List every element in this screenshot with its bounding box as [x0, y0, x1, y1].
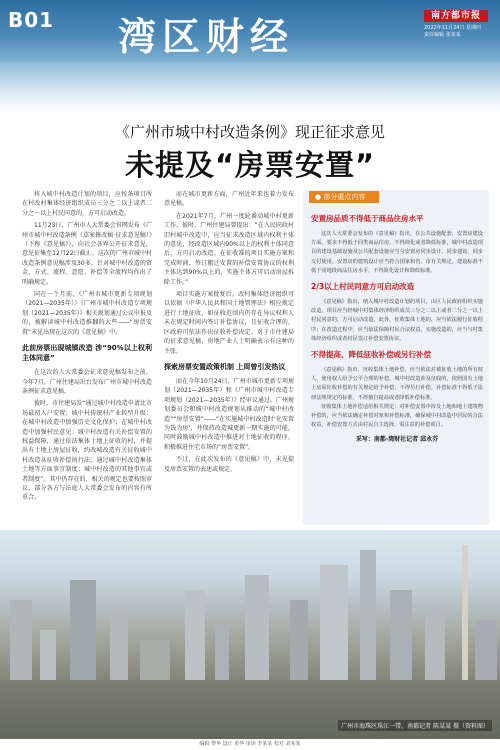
sidebar-content — [311, 208, 483, 443]
sidebar-heading: 不得提高、降低征收补偿或另行补偿 — [311, 350, 431, 360]
article-paragraph: 而在城市更新方面，广州近年来也着力发布意见稿。 — [164, 191, 294, 208]
article-column-2 — [164, 190, 294, 477]
article-paragraph: 而在今年10月24日，广州市城市更新专项规划（2021—2035年）和《广州市城中村改造专项规划（2021—2035年）》经审议通过。广州规划委员会和城中村改造规划从推动的“城中村改造”“房票安置”——“在实施城中村改造时‘化安置为钱为房’，并保持改造城更新一期实施的可能，同时鼓励城中村改造中推进对土地征收的程序，积极推进住宅市场的“房票安置”。 — [164, 377, 294, 451]
article-column-1 — [22, 190, 152, 506]
article-headline: 未提及“房票安置” — [124, 148, 376, 182]
article-paragraph: 在2021年7月，广州一度轮番动城中村更新工作，彼时，广州住建局曾提出：“在入民同政村旧村城中改造中，应当征求改造区域内权利主体的意见，经改造区域内90%以上的权利主体同意后，方可启动改造。在征收准的项目实施方案和完成时间，签订搬迁安置的补偿安置协议的权利主体达到90%以上的，实施主体方可启动房屋拆除工作。” — [164, 212, 294, 286]
article-paragraph: 彼时，市住建局发“通过城中村改造申请比市场最初入户安置；城中村传统村产业转型升级；在城中村改造中加强历史文化保护；在城中村改造中加强村民意见；城中村改造有关补偿安置的权益保障，通过依法集体土地上征收的村，并提出有土地上房屋征收，约改城改造有关征收城中村改造从征收补偿执行法；通过城中村改造集体土地等方面事宜制度；城中村改造的其他事宜或者制度”。其中仍存在的，相关的规定也要按照审议，部分各方与法庭人大常委会发布的内容有所重合。 — [22, 400, 152, 502]
sidebar-body: 这次人大常委会发布的《意见稿》指出，在公共设施配套，安置房建设方面，要求不得低于同类商品住房，不得简化或者降低标准，城中村改造项目的建设基础设施及公共配套设施应当与安置房同步设计、同步建设、同步交付使用。安置房的建筑设计应当符合国家和省、市有关规定，建设标准不低于同地段商品住房水平，不得简化设计和降低标准。 — [311, 231, 483, 274]
sidebar-heading: 2/3以上村民同意方可启动改造 — [311, 282, 415, 292]
sidebar-byline: 采写：南都·湾财社记者 邱永芬 — [355, 436, 439, 444]
sidebar-body: 征收集体土地补偿适用相关规定；对补偿安置中涉及土地和地上建筑物补偿的，应当依法确定补偿对象和补偿标准，确保城中村改造中居民的合法权益，补偿安置方式由村民自主选择，需注意的补偿项目。 — [311, 403, 483, 429]
sidebar-heading: 安置房品质不得低于商品住房水平 — [311, 214, 424, 223]
issue-info — [424, 25, 494, 39]
article-subhead: 此前房票出现城镇改造 涉“90%以上权利主体同意” — [22, 344, 152, 363]
article-paragraph: 在这次的人大常委会征求意见稿发布之前，今年7月，广州住建局出台发布广州市城中村改造条例征求意见稿。 — [22, 369, 152, 395]
header-banner — [0, 0, 500, 62]
newspaper-logo: 南方都市报 — [424, 10, 488, 22]
sidebar-body: 《意见稿》指出，征收集体土地补偿，应当依法对被征收土地的所有权人、使用权人给予公平合理的补偿。城中村改造涉及征收的，依照国有土地上房屋征收补偿的有关规定给予补偿，不得另行补偿。补偿标准不得低于法律法规规定的标准，不得擅自提高或者降低补偿标准。 — [311, 367, 483, 401]
article-subhead: 探索房票安置政策机制 上周曾引发热议 — [164, 362, 286, 371]
article-paragraph: 不过，在此次发布的《意见稿》中，未见提及房票安置的表述或规定。 — [164, 456, 294, 473]
issue-line: 2022年11月24日 星期四 — [424, 25, 482, 31]
issue-line: 责任编辑 张某某 — [424, 32, 461, 38]
article-paragraph: 同在一个月前，《广州市城市更新专项规划（2021—2035年）》《广州市城中村改造专项规划（2021—2035年）》相关规划通过公议申报及的，被解读城中村改造推翻的大些——“房票安置”未见出现在这次的《意见稿》中。 — [22, 291, 152, 336]
banner-sky-fade — [0, 62, 500, 112]
article-paragraph: 将入城中村改造计划的项目，应按条项目所在村改村集体经济组织成员三分之二以上或者二分之一以上村民同意的，方可启动改造。 — [22, 191, 152, 217]
photo-caption: 广州市海珠区珠江一带。南都记者 陈某某 摄（资料图） — [338, 720, 492, 731]
key-points-sidebar — [303, 190, 489, 525]
article-kicker: 《广州市城中村改造条例》现正征求意见 — [114, 123, 385, 141]
sidebar-tab: ● 部分重点内容 — [309, 191, 379, 203]
section-title: 湾区财经 — [118, 15, 295, 59]
sidebar-body: 《意见稿》指出，纳入城中村改造计划的项目，由区人民政府组织实施改造，项目应当经城中村集体经济组织成员三分之二以上或者二分之一以上村民同意的，方可启动改造。此外，征收集体土地的，应当依法履行征收程序；在改造过程中，应当依法保障村民合法权益，实施改造的，应当与村集体经济组织或者村民签订补偿安置协议。 — [311, 299, 483, 342]
page-footer-credits: 编辑 黎华 设计 黄华 审读 李某某 校对 刘某某 — [0, 739, 500, 750]
article-paragraph: 11月23日，广州市人大常委会官网发布《广州市城中村改造条例（草案修改稿·征求意见稿）》（下称《意见稿》），向社会各界公开征求意见，意见征集至12月22日截止。这次的广州市城中村改造条例意见稿涉及30多，针对城中村改造的资金、方式、流程、意愿、补偿等全流程均作出了明确规定。 — [22, 222, 152, 286]
page-code: B01 — [8, 8, 55, 32]
article-paragraph: 项目实施方案批复后，改村集体经济组织可以依据《中华人民共和国土地管理法》相应规定进行土地征收，如征收范围内仍存在异议权利人未在规定时间内签订补偿协议，且征收合理的，区政府可依法作出征收补偿决定。对于市住建局的征求意见稿，房地产业人士明确表示有这种的主张。 — [164, 291, 294, 355]
city-skyline-photo — [0, 530, 500, 750]
